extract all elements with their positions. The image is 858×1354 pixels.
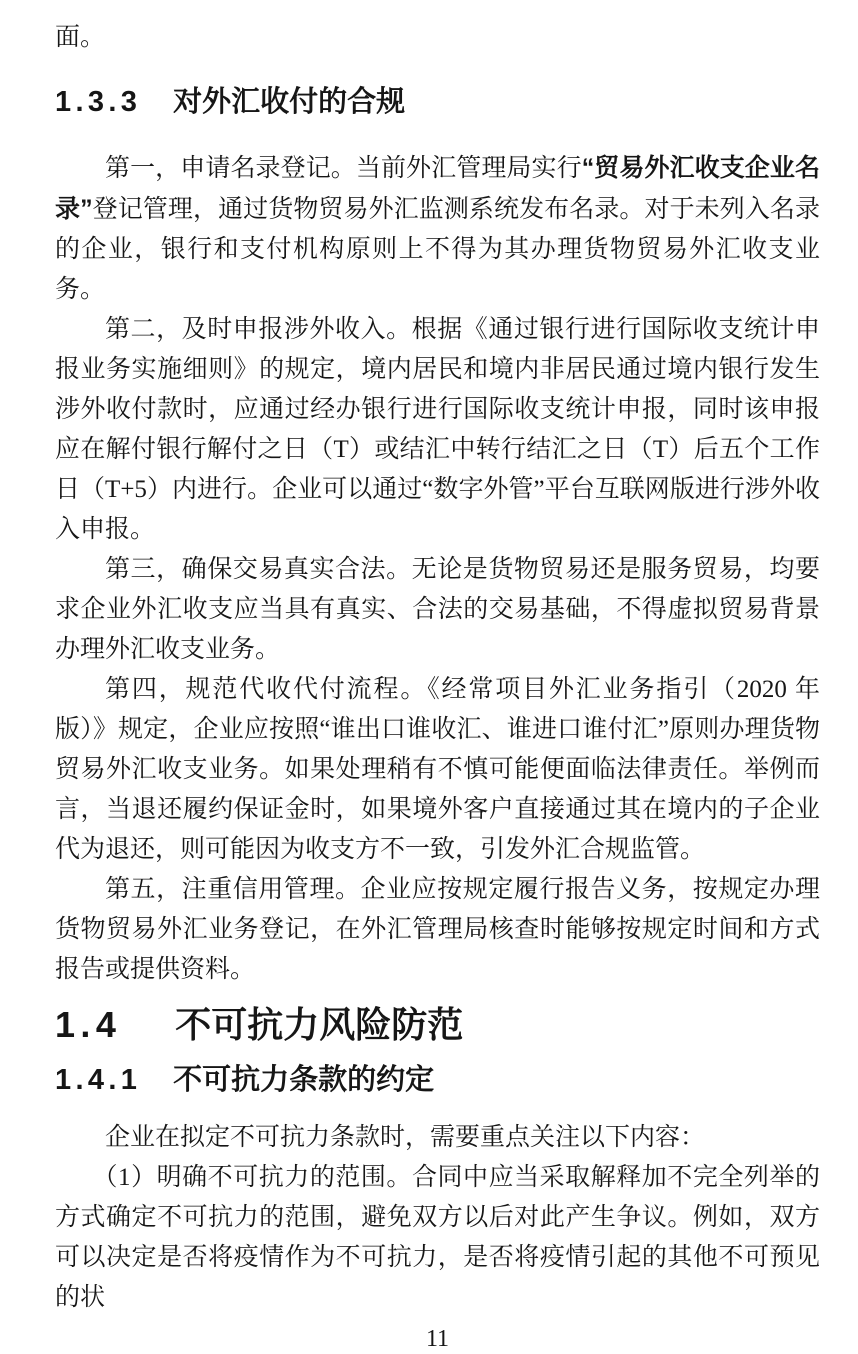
carryover-paragraph-fragment: 面。 [55, 24, 106, 51]
heading-1-4-1-number: 1.4.1 [55, 1064, 142, 1096]
heading-1-3-3-title: 对外汇收付的合规 [173, 86, 406, 118]
heading-1-4-1 [55, 1062, 820, 1098]
heading-1-3-3 [55, 84, 820, 120]
paragraph-force-majeure-item1: （1）明确不可抗力的范围。合同中应当采取解释加不完全列举的方式确定不可抗力的范围，避免双方以后对此产生争议。例如，双方可以决定是否将疫情作为不可抗力，是否将疫情引起的其他不可预见的状 [55, 1164, 820, 1311]
heading-1-4-number: 1.4 [55, 1004, 122, 1045]
paragraph-third-authenticity: 第三，确保交易真实合法。无论是货物贸易还是服务贸易，均要求企业外汇收支应当具有真实、合法的交易基础，不得虚拟贸易背景办理外汇收支业务。 [55, 556, 820, 663]
paragraph-first-bold-term: “贸易外汇收支企业名录” [55, 154, 820, 223]
paragraph-second-declaration: 第二，及时申报涉外收入。根据《通过银行进行国际收支统计申报业务实施细则》的规定，境内居民和境内非居民通过境内银行发生涉外收付款时，应通过经办银行进行国际收支统计申报，同时该申报应在解付银行解付之日（T）或结汇中转行结汇之日（T）后五个工作日（T+5）内进行。企业可以通过“数字外管”平台互联网版进行涉外收入申报。 [55, 316, 820, 543]
paragraph-force-majeure-intro: 企业在拟定不可抗力条款时，需要重点关注以下内容： [105, 1124, 706, 1151]
paragraph-fifth-credit: 第五，注重信用管理。企业应按规定履行报告义务，按规定办理货物贸易外汇业务登记，在外汇管理局核查时能够按规定时间和方式报告或提供资料。 [55, 876, 820, 983]
heading-1-4-1-title: 不可抗力条款的约定 [173, 1064, 435, 1096]
paragraph-first-registry [55, 148, 820, 310]
heading-1-4 [55, 1002, 820, 1048]
heading-1-4-title: 不可抗力风险防范 [175, 1004, 464, 1045]
paragraph-first-lead: 第一，申请名录登记。当前外汇管理局实行 [105, 155, 582, 182]
paragraph-first-tail: 登记管理，通过货物贸易外汇监测系统发布名录。对于未列入名录的企业，银行和支付机构原则上不得为其办理货物贸易外汇收支业务。 [55, 196, 820, 303]
page-number: 11 [425, 1326, 450, 1352]
heading-1-3-3-number: 1.3.3 [55, 86, 142, 118]
paragraph-fourth-collection-payment: 第四，规范代收代付流程。《经常项目外汇业务指引（2020 年版）》规定，企业应按照“谁出口谁收汇、谁进口谁付汇”原则办理货物贸易外汇收支业务。如果处理稍有不慎可能便面临法律责任。举例而言，当退还履约保证金时，如果境外客户直接通过其在境内的子企业代为退还，则可能因为收支方不一致，引发外汇合规监管。 [55, 676, 820, 863]
